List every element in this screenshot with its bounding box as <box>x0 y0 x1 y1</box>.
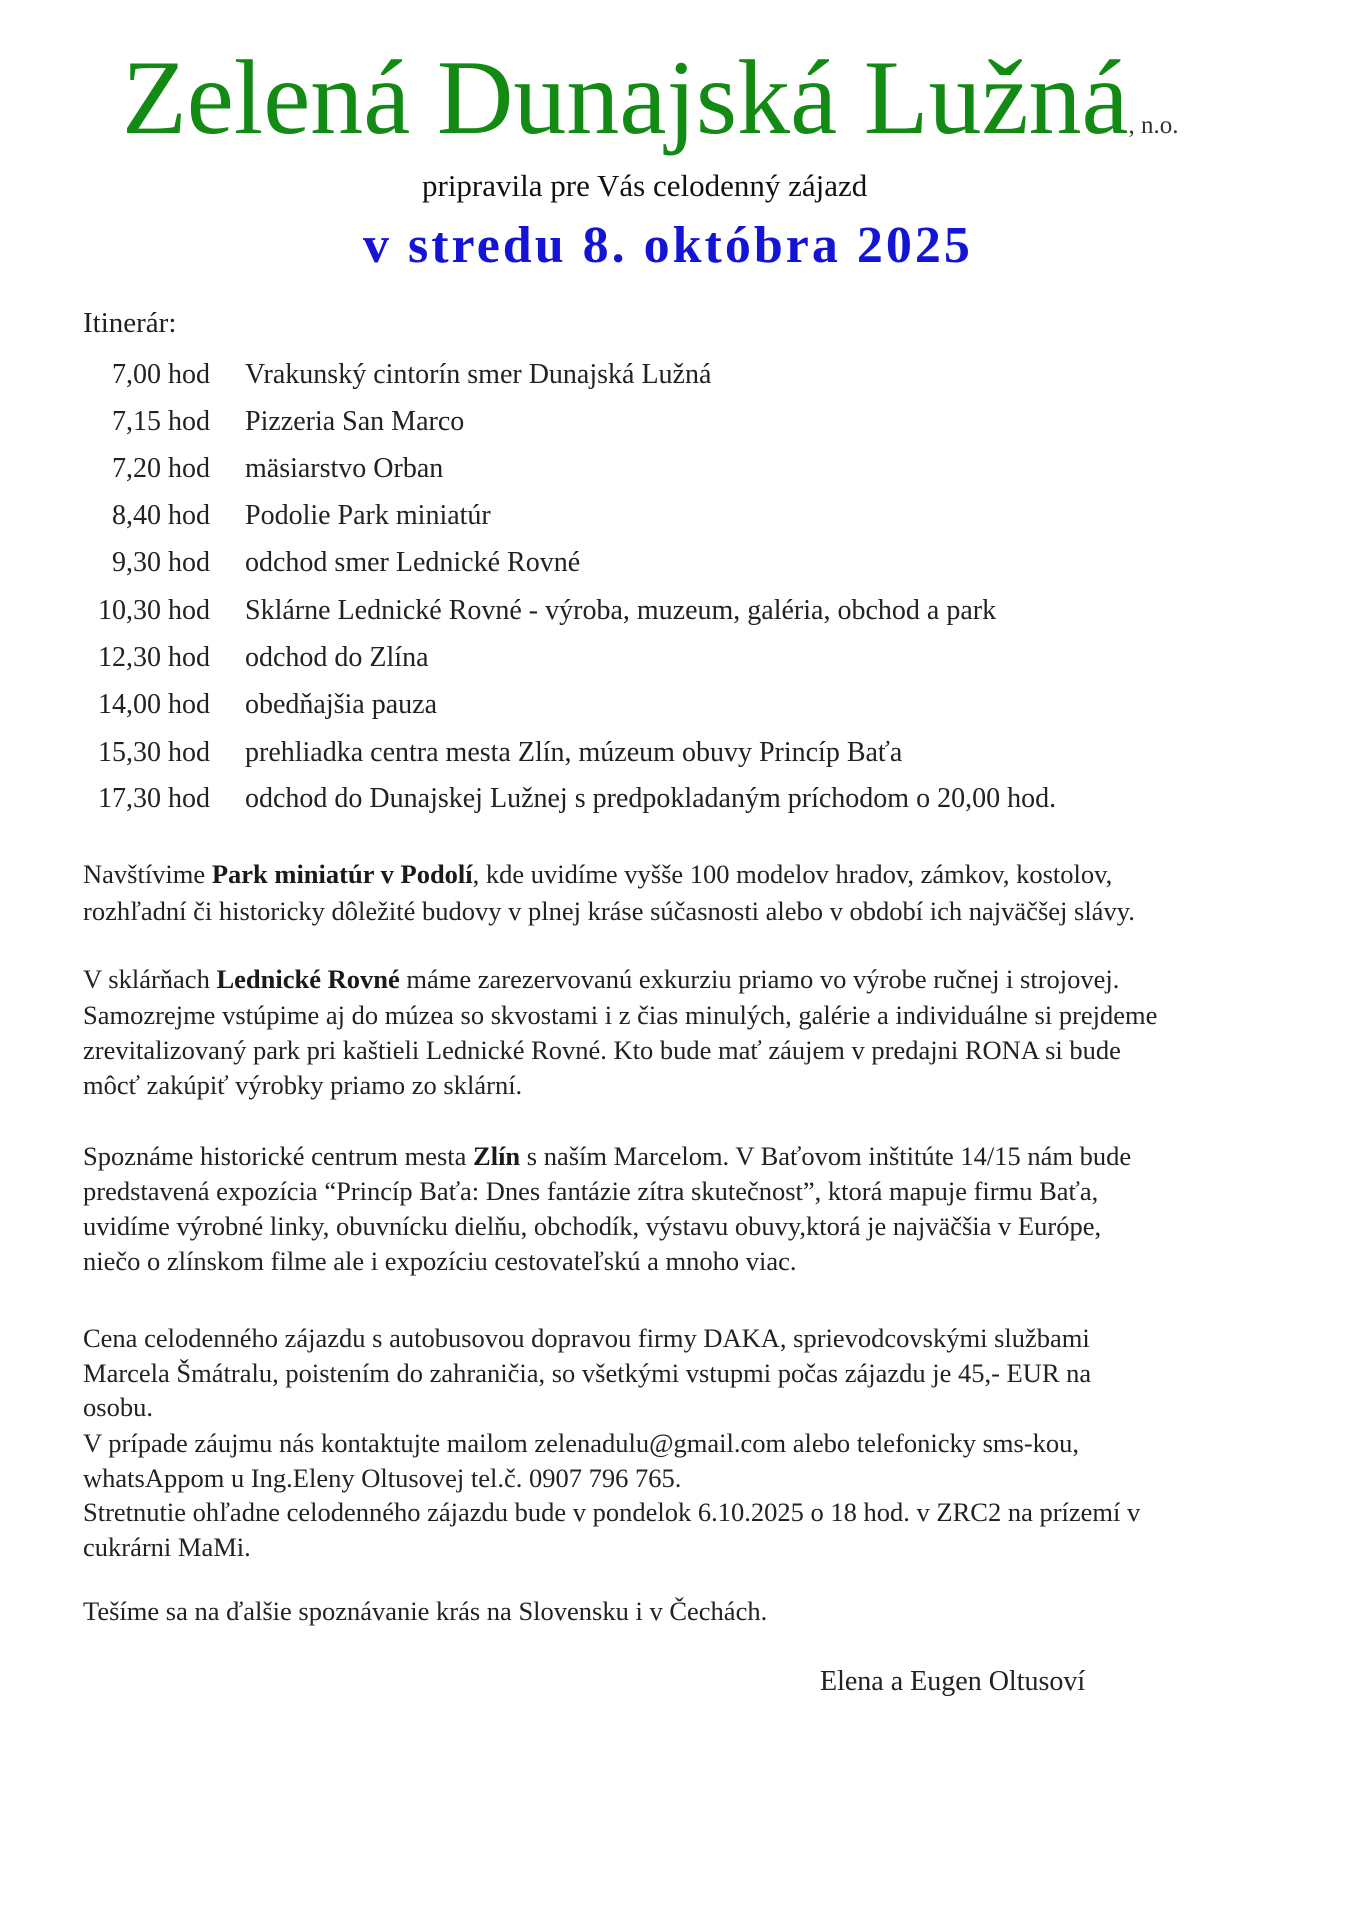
text: V sklárňach <box>83 964 217 994</box>
itinerary-time: 7,15 hod <box>112 406 210 437</box>
highlight-zlin: Zlín <box>473 1141 521 1171</box>
itinerary-time: 7,20 hod <box>112 453 210 484</box>
itinerary-time: 14,00 hod <box>98 689 210 720</box>
itinerary-time: 12,30 hod <box>98 642 210 673</box>
itinerary-desc: prehliadka centra mesta Zlín, múzeum obuvy Princíp Baťa <box>245 737 903 768</box>
itinerary-time: 10,30 hod <box>98 595 210 626</box>
paragraph-park-line: rozhľadní či historicky dôležité budovy v plnej kráse súčasnosti alebo v období ich najväčšej slávy. <box>83 896 1135 926</box>
organization-suffix: , n.o. <box>1128 112 1179 139</box>
itinerary-time: 7,00 hod <box>112 359 210 390</box>
text: Navštívime <box>83 859 212 889</box>
itinerary-desc: odchod do Dunajskej Lužnej s predpokladaným príchodom o 20,00 hod. <box>245 783 1057 814</box>
paragraph-meeting-line: cukrárni MaMi. <box>83 1532 251 1562</box>
paragraph-zlin-line <box>83 1139 1131 1173</box>
paragraph-zlin-line: uvidíme výrobné linky, obuvnícku dielňu, obchodík, výstavu obuvy,ktorá je najväčšia v Európe, <box>83 1211 1102 1241</box>
organization-title <box>122 38 1179 186</box>
paragraph-price-line: Cena celodenného zájazdu s autobusovou dopravou firmy DAKA, sprievodcovskými službami <box>83 1323 1090 1353</box>
paragraph-price-line: Marcela Šmátralu, poistením do zahraničia, so všetkými vstupmi počas zájazdu je 45,- EUR na <box>83 1358 1092 1388</box>
paragraph-glass-line <box>83 962 1119 996</box>
itinerary-desc: mäsiarstvo Orban <box>245 453 444 484</box>
paragraph-glass-line: môcť zakúpiť výrobky priamo zo sklární. <box>83 1070 523 1100</box>
text: máme zarezervovanú exkurziu priamo vo výrobe ručnej i strojovej. <box>399 964 1120 994</box>
paragraph-price-line: osobu. <box>83 1392 153 1422</box>
paragraph-zlin-line: predstavená expozícia “Princíp Baťa: Dnes fantázie zítra skutečnost”, ktorá mapuje firmu Baťa, <box>83 1176 1099 1206</box>
paragraph-meeting-line: Stretnutie ohľadne celodenného zájazdu bude v pondelok 6.10.2025 o 18 hod. v ZRC2 na prízemí v <box>83 1497 1141 1527</box>
itinerary-time: 9,30 hod <box>112 547 210 578</box>
itinerary-desc: Podolie Park miniatúr <box>245 500 491 531</box>
paragraph-zlin-line: niečo o zlínskom filme ale i expozíciu cestovateľskú a mnoho viac. <box>83 1246 797 1276</box>
itinerary-desc: Sklárne Lednické Rovné - výroba, muzeum, galéria, obchod a park <box>245 595 997 626</box>
itinerary-heading: Itinerár: <box>83 307 177 339</box>
itinerary-time: 15,30 hod <box>98 737 210 768</box>
paragraph-contact-line: V prípade záujmu nás kontaktujte mailom zelenadulu@gmail.com alebo telefonicky sms-kou, <box>83 1428 1080 1458</box>
subtitle: pripravila pre Vás celodenný zájazd <box>422 168 868 203</box>
itinerary-desc: Vrakunský cintorín smer Dunajská Lužná <box>245 359 712 390</box>
itinerary-time: 17,30 hod <box>98 783 210 814</box>
signature: Elena a Eugen Oltusoví <box>820 1666 1086 1697</box>
itinerary-desc: odchod smer Lednické Rovné <box>245 547 581 578</box>
closing-line: Tešíme sa na ďalšie spoznávanie krás na Slovensku i v Čechách. <box>83 1596 768 1626</box>
paragraph-park-line <box>83 857 1112 891</box>
itinerary-desc: obedňajšia pauza <box>245 689 438 720</box>
organization-name: Zelená Dunajská Lužná <box>122 39 1129 156</box>
trip-date: v stredu 8. októbra 2025 <box>363 217 973 274</box>
itinerary-desc: odchod do Zlína <box>245 642 429 673</box>
itinerary-desc: Pizzeria San Marco <box>245 406 465 437</box>
highlight-lednicke: Lednické Rovné <box>216 964 400 994</box>
itinerary-time: 8,40 hod <box>112 500 210 531</box>
text: , kde uvidíme vyšše 100 modelov hradov, zámkov, kostolov, <box>472 859 1113 889</box>
paragraph-glass-line: Samozrejme vstúpime aj do múzea so skvostami i z čias minulých, galérie a individuálne si prejdeme <box>83 1000 1158 1030</box>
text: s naším Marcelom. V Baťovom inštitúte 14/15 nám bude <box>520 1141 1132 1171</box>
text: Spoznáme historické centrum mesta <box>83 1141 474 1171</box>
paragraph-contact-line: whatsAppom u Ing.Eleny Oltusovej tel.č. 0907 796 765. <box>83 1463 682 1493</box>
paragraph-glass-line: zrevitalizovaný park pri kaštieli Lednické Rovné. Kto bude mať záujem v predajni RONA si bude <box>83 1035 1121 1065</box>
highlight-park: Park miniatúr v Podolí <box>211 859 473 889</box>
